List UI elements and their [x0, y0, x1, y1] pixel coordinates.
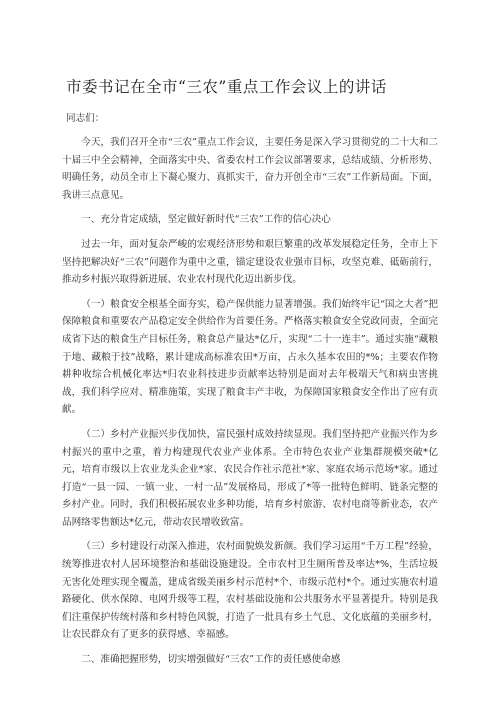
salutation: 同志们：: [66, 113, 105, 124]
section-heading-2: 二、准确把握形势，切实增强做好“三农”工作的责任感使命感: [81, 654, 341, 666]
paragraph-intro: 今天，我们召开全市“三农”重点工作会议，主要任务是深入学习贯彻党的二十大和二十届三中全会精神，全面落实中央、省委农村工作会议部署要求，总结成绩、分析形势、明确任务，动员全市上下凝心聚力、真抓实干，奋力开创全市“三农”工作新局面。下面，我讲三点意见。: [62, 137, 438, 201]
document-title: 市委书记在全市“三农”重点工作会议上的讲话: [66, 78, 387, 96]
paragraph-overview: 过去一年，面对复杂严峻的宏观经济形势和艰巨繁重的改革发展稳定任务，全市上下坚持把解决好“三农”问题作为重中之重，锚定建设农业强市目标，攻坚克难、砥砺前行，推动乡村振兴取得新进展、农业农村现代化迈出新步伐。: [62, 238, 438, 286]
section-heading-1: 一、充分肯定成绩，坚定做好新时代“三农”工作的信心决心: [81, 214, 331, 226]
paragraph-grain-security: （一）粮食安全根基全面夯实，稳产保供能力显著增强。我们始终牢记“国之大者”把保障粮食和重要农产品稳定安全供给作为首要任务。严格落实粮食安全党政同责，全面完成省下达的粮食生产目标任务，粮食总产量达*亿斤，实现“二十一连丰”。通过实施“藏粮于地、藏粮于技”战略，累计建成高标准农田*万亩，占永久基本农田的*%；主要农作物耕种收综合机械化率达*归农业科技进步贡献率达特别是面对去年极端天气和病虫害挑战，我们科学应对、精准施策，实现了粮食丰产丰收，为保障国家粮食安全作出了应有贡献。: [62, 298, 438, 416]
paragraph-industry: （二）乡村产业振兴步伐加快，富民强村成效持续显现。我们坚持把产业振兴作为乡村振兴的重中之重，着力构建现代农业产业体系。全市特色农业产业集群规模突破*亿元，培育市级以上农业龙头企业*家、农民合作社示范社*家、家庭农场示范场*家。通过打造“一县一园、一镇一业、一村一品”发展格局，形成了*等一批特色鲜明、链条完整的乡村产业。同时，我们积极拓展农业多种功能，培育乡村旅游、农村电商等新业态，农产品网络零售额达*亿元，带动农民增收致富。: [62, 428, 438, 528]
paragraph-rural-construction: （三）乡村建设行动深入推进，农村面貌焕发新颜。我们学习运用“千万工程”经验，统筹推进农村人居环境整治和基础设施建设。全市农村卫生厕所普及率达*%，生活垃圾无害化处理实现全覆盖，建成省级美丽乡村示范村*个、市级示范村*个。通过实施农村道路硬化、供水保障、电网升级等工程，农村基础设施和公共服务水平显著提升。特别是我们注重保护传统村落和乡村特色风貌，打造了一批具有乡土气息、文化底蕴的美丽乡村，让农民群众有了更多的获得感、幸福感。: [62, 541, 438, 641]
